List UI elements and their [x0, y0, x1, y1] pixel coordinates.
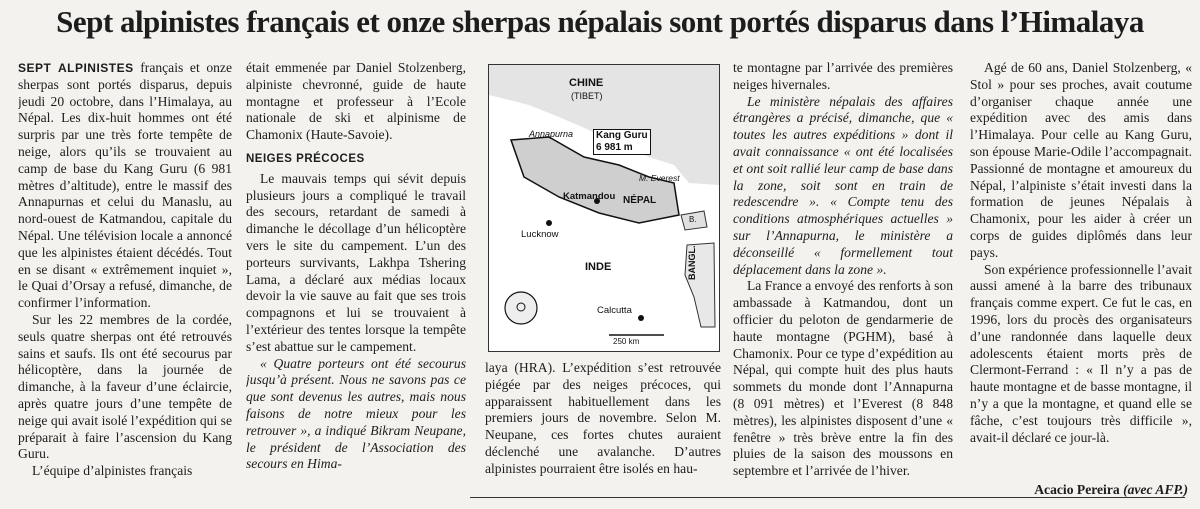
- article-column-4: [733, 60, 953, 480]
- paragraph: était emmenée par Daniel Stolzenberg, alpiniste chevronné, guide de haute montagne et professeur à l’Ecole nationale de ski et alpinisme de Chamonix (Haute-Savoie).: [246, 60, 466, 143]
- byline: [1034, 482, 1188, 498]
- map-label-annapurna: Annapurna: [529, 129, 574, 139]
- author-credit: (avec AFP.): [1123, 482, 1188, 497]
- map-label-china: CHINE: [569, 77, 604, 89]
- paragraph: « Quatre porteurs ont été secourus jusqu’à présent. Nous ne savons pas ce que sont devenus les autres, mais nous faisons de notre mieux pour les retrouver », a indiqué Bikram Neupane, le président de l’Association des secours en Hima-: [246, 355, 466, 472]
- kang-guru-name: Kang Guru: [596, 130, 648, 141]
- lead-caps: SEPT ALPINISTES: [18, 61, 134, 75]
- paragraph: [18, 60, 232, 312]
- map-label-bhutan: B.: [689, 215, 697, 224]
- paragraph: laya (HRA). L’expédition s’est retrouvée piégée par des neiges précoces, qui apparaissent habituellement dans les premiers jours de novembre. Selon M. Neupane, ces fortes chutes auraient déclenché une avalanche. D’autres alpinistes pourraient être isolés en hau-: [485, 360, 721, 476]
- paragraph: La France a envoyé des renforts à son ambassade à Katmandou, dont un officier du peloton de gendarmerie de haute montagne (PGHM), basé à Chamonix. Pour ce type d’expédition au Népal, qui compte huit des plus hauts sommets du monde dont l’Annapurna (8 091 mètres) et l’Everest (8 848 mètres), les alpinistes disposent d’une « fenêtre » très brève entre la fin des pluies de la saison des moussons en septembre et l’arrivée de l’hiver.: [733, 278, 953, 479]
- article-column-3: [485, 360, 721, 478]
- article-column-5: [970, 60, 1192, 480]
- paragraph: L’équipe d’alpinistes français: [32, 463, 193, 479]
- article-column-1: [18, 60, 232, 500]
- map-label-inde: INDE: [585, 261, 612, 273]
- map-label-tibet: (TIBET): [571, 91, 603, 101]
- author-name: Acacio Pereira: [1034, 482, 1120, 497]
- location-map: [488, 64, 720, 352]
- paragraph: Le mauvais temps qui sévit depuis plusieurs jours a compliqué le travail des secours, retardant de samedi à dimanche le décollage d’un hélicoptère vers le site du campement. L’un des porteurs survivants, Lakhpa Tshering Lama, a déclaré aux médias locaux devoir la vie sauve au fait que ses trois compagnons et lui se trouvaient à l’extérieur des tentes lorsque la tempête s’est abattue sur le campement.: [246, 170, 466, 354]
- bottom-rule: [470, 497, 1185, 498]
- map-label-bangladesh: BANGL.: [687, 245, 697, 280]
- paragraph-text: français et onze sherpas sont portés disparus, depuis jeudi 20 octobre, dans l’Himalaya, au Népal. Les dix-huit hommes ont été surpris par une très forte tempête de neige, alors qu’ils se trouvaient au camp de base du Kang Guru (6 981 mètres d’altitude), entre le massif des Annapurnas et celui du Manaslu, au nord-ouest de Katmandou, capitale du Népal. Une télévision locale a annoncé que les alpinistes étaient décédés. Tout en se disant « extrêmement inquiet », le Quai d’Orsay a refusé, dimanche, de confirmer l’information.: [18, 60, 232, 311]
- paragraph: Agé de 60 ans, Daniel Stolzenberg, « Stol » pour ses proches, avait coutume d’organiser chaque année une expédition avec des amis dans l’Himalaya. Pour celle au Kang Guru, son épouse Marie-Odile l’accompagnait. Passionné de montagne et amoureux du Népal, l’alpiniste s’était investi dans la formation de jeunes Népalais à Chamonix, pour les aider à créer un corps de guides diplômés dans leur pays.: [970, 60, 1192, 260]
- map-label-lucknow: Lucknow: [521, 229, 559, 240]
- section-subhead: NEIGES PRÉCOCES: [246, 152, 365, 165]
- map-label-kang-guru: [593, 129, 651, 155]
- paragraph: Sur les 22 membres de la cordée, seuls quatre sherpas ont été retrouvés sains et saufs. Ils ont été secourus par hélicoptère, dans la journée de dimanche, à la faveur d’une éclaircie, après quatre jours d’une tempête de neige qui avait isolé l’expédition qui se préparait à faire l’ascension du Kang Guru.: [18, 311, 232, 462]
- paragraph: Son expérience professionnelle l’avait aussi amené à la barre des tribunaux français comme expert. Ce fut le cas, en 1996, lors du procès des organisateurs d’une randonnée dans laquelle deux adolescents étaient morts près de Clermont-Ferrand : « Il n’y a pas de haute montagne et de basse montagne, il n’y a que la montagne, et quand elle se fâche, c’est toujours très difficile », avait-il déclaré ce jour-là.: [970, 261, 1192, 445]
- paragraph: te montagne par l’arrivée des premières neiges hivernales.: [733, 60, 953, 92]
- map-label-katmandou: Katmandou: [563, 191, 616, 202]
- kang-guru-altitude: 6 981 m: [596, 142, 633, 153]
- map-scale: 250 km: [613, 337, 640, 346]
- paragraph: Le ministère népalais des affaires étrangères a précisé, dimanche, que « toutes les autres expéditions » dont il avait connaissance « ont été localisées et ont soit rallié leur camp de base dans la zone, soit sont en train de redescendre ». « Compte tenu des conditions atmosphériques actuelles » sur l’Annapurna, le ministère a déconseillé « formellement tout déplacement dans la zone ».: [733, 93, 953, 277]
- map-label-everest: M. Everest: [639, 173, 680, 183]
- article-column-2: [246, 60, 466, 500]
- headline: Sept alpinistes français et onze sherpas népalais sont portés disparus dans l’Himalaya: [56, 4, 1144, 39]
- map-label-nepal: NÉPAL: [623, 195, 657, 206]
- map-label-calcutta: Calcutta: [597, 305, 632, 316]
